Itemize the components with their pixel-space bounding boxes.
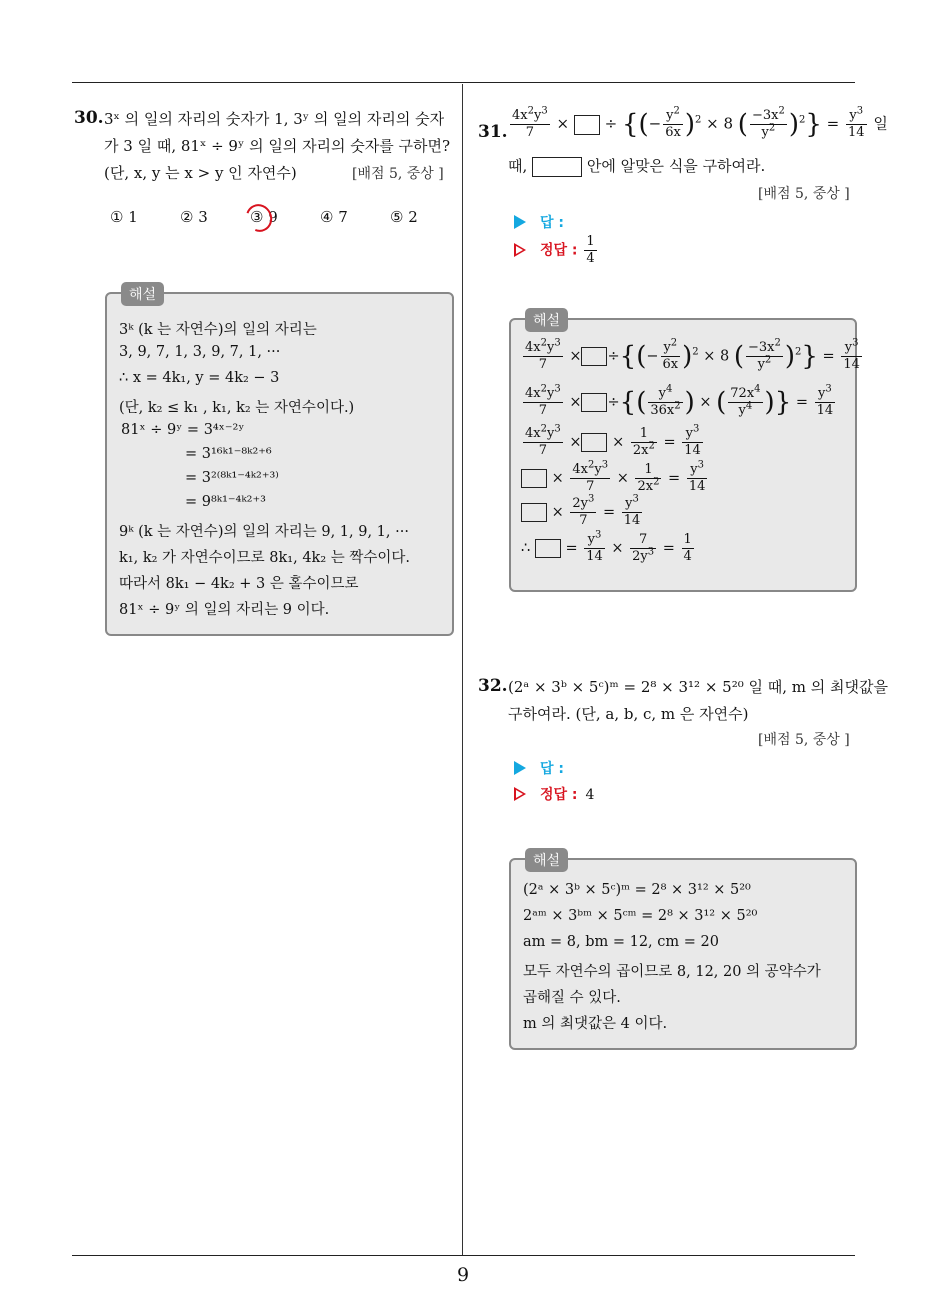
q30-line2: 가 3 일 때, 81ˣ ÷ 9ʸ 의 일의 자리의 숫자를 구하면? [104,137,451,155]
choice-4[interactable]: ④ 7 [320,208,348,226]
correct-arrow-icon [514,787,526,801]
q32-answer-row[interactable] [514,758,564,778]
q32-correct-label: 정답 : [540,787,578,803]
page-number: 9 [456,1264,470,1286]
q30-line1: 3ˣ 의 일의 자리의 숫자가 1, 3ʸ 의 일의 자리의 숫자 [104,110,445,128]
solution-line: (2ᵃ × 3ᵇ × 5ᶜ)ᵐ = 2⁸ × 3¹² × 5²⁰ [523,882,751,898]
solution-line: k₁, k₂ 가 자연수이므로 8k₁, 4k₂ 는 짝수이다. [119,550,411,566]
solution-line: 9ᵏ (k 는 자연수)의 일의 자리는 9, 1, 9, 1, ··· [119,524,409,540]
q32-answer-label: 답 : [540,761,564,777]
q32-solution-tag: 해설 [525,848,568,872]
q30-line3: (단, x, y 는 x > y 인 자연수) [104,164,297,182]
solution-line: am = 8, bm = 12, cm = 20 [523,934,719,950]
solution-eq-6: ∴ = $\frac{y^3}{14}$ × $\frac{7}{2y^3}$ = $\frac{1}{4}$ [521,529,692,564]
solution-eq-1: $\frac{4x^2y^3}{7}$ × ÷{(− $\frac{y^2}{6x}$ )$^2$ × 8 ( $\frac{-3x^2}{y^2}$ )$^2$} = $\frac{y^3}{14}$ [525,337,860,372]
q30-solution-box [105,287,454,636]
solution-line: 따라서 8k₁ − 4k₂ + 3 은 홀수이므로 [119,576,359,592]
solution-line: 3, 9, 7, 1, 3, 9, 7, 1, ··· [119,344,281,360]
q31-blank-box [574,115,600,135]
solution-line: 곱해질 수 있다. [523,990,621,1006]
solution-line: ∴ x = 4k₁, y = 4k₂ − 3 [119,370,280,386]
answer-arrow-icon [514,761,526,775]
q31-solution-tag: 해설 [525,308,568,332]
q31-meta: [배점 5, 중상 ] [758,186,850,202]
q31-answer-row[interactable] [514,212,564,232]
solution-line: 3ᵏ (k 는 자연수)의 일의 자리는 [119,322,317,338]
choice-5[interactable]: ⑤ 2 [390,208,418,226]
solution-line: = 3²⁽⁸ᵏ¹⁻⁴ᵏ²⁺³⁾ [185,470,279,486]
q31-correct-row [514,234,599,267]
q31-answer-blank [532,157,582,177]
q31-line2-prefix: 때, [508,157,528,175]
q31-solution-box [509,313,860,592]
choice-2[interactable]: ② 3 [180,208,208,226]
bottom-rule [72,1255,855,1256]
q31-line2 [508,153,765,180]
solution-line: 81ˣ ÷ 9ʸ = 3⁴ˣ⁻²ʸ [121,422,245,438]
solution-line: 모두 자연수의 곱이므로 8, 12, 20 의 공약수가 [523,964,821,980]
q32-solution-box [509,853,857,1050]
q30-choices [110,208,440,236]
q31-word-il: 일 [873,114,888,133]
q31-answer-label: 답 : [540,215,564,231]
q32-line1: (2ᵃ × 3ᵇ × 5ᶜ)ᵐ = 2⁸ × 3¹² × 5²⁰ 일 때, m 의 최댓값을 [508,678,888,696]
top-rule [72,82,855,83]
q30-meta: [배점 5, 중상 ] [352,166,444,182]
q32-line2: 구하여라. (단, a, b, c, m 은 자연수) [508,705,749,723]
q32-text [508,674,888,728]
column-divider [462,84,463,1256]
choice-1[interactable]: ① 1 [110,208,138,226]
q30-solution-tag: 해설 [121,282,164,306]
q32-correct-row [514,784,594,804]
q31-equation: $\frac{4x^2y^3}{7}$ × ÷ {(− $\frac{y^2}{6x}$ )$^2$ × 8 ( $\frac{-3x^2}{y^2}$ )$^2$} = $\frac{y^3}{14}$ 일 [512,105,888,140]
q31-number: 31. [478,122,508,142]
solution-line: m 의 최댓값은 4 이다. [523,1016,668,1032]
q31-correct-denominator: 4 [586,251,595,266]
q32-meta: [배점 5, 중상 ] [758,732,850,748]
solution-eq-3: $\frac{4x^2y^3}{7}$ × × $\frac{1}{2x^2}$ = $\frac{y^3}{14}$ [525,423,701,458]
solution-line: 2ᵃᵐ × 3ᵇᵐ × 5ᶜᵐ = 2⁸ × 3¹² × 5²⁰ [523,908,758,924]
solution-line: = 9⁸ᵏ¹⁻⁴ᵏ²⁺³ [185,494,266,510]
solution-eq-2: $\frac{4x^2y^3}{7}$ × ÷{( $\frac{y^4}{36x^2}$ ) × ( $\frac{72x^4}{y^4}$ )} = $\frac{y^3}{14}$ [525,383,834,418]
answer-arrow-icon [514,215,526,229]
q31-correct-label: 정답 : [540,242,578,259]
q32-number: 32. [478,676,508,696]
q32-correct-value: 4 [585,787,595,803]
solution-line: 81ˣ ÷ 9ʸ 의 일의 자리는 9 이다. [119,602,330,618]
q30-number: 30. [74,108,104,128]
solution-line: = 3¹⁶ᵏ¹⁻⁸ᵏ²⁺⁶ [185,446,272,462]
solution-eq-5: × $\frac{2y^3}{7}$ = $\frac{y^3}{14}$ [521,496,644,529]
solution-line: (단, k₂ ≤ k₁ , k₁, k₂ 는 자연수이다.) [119,400,355,416]
q31-line2-suffix: 안에 알맞은 식을 구하여라. [586,157,766,175]
choice-3[interactable]: ③ 9 [250,208,278,226]
solution-eq-4: × $\frac{4x^2y^3}{7}$ × $\frac{1}{2x^2}$ = $\frac{y^3}{14}$ [521,462,709,495]
q31-correct-numerator: 1 [586,234,595,249]
correct-arrow-icon [514,243,526,257]
